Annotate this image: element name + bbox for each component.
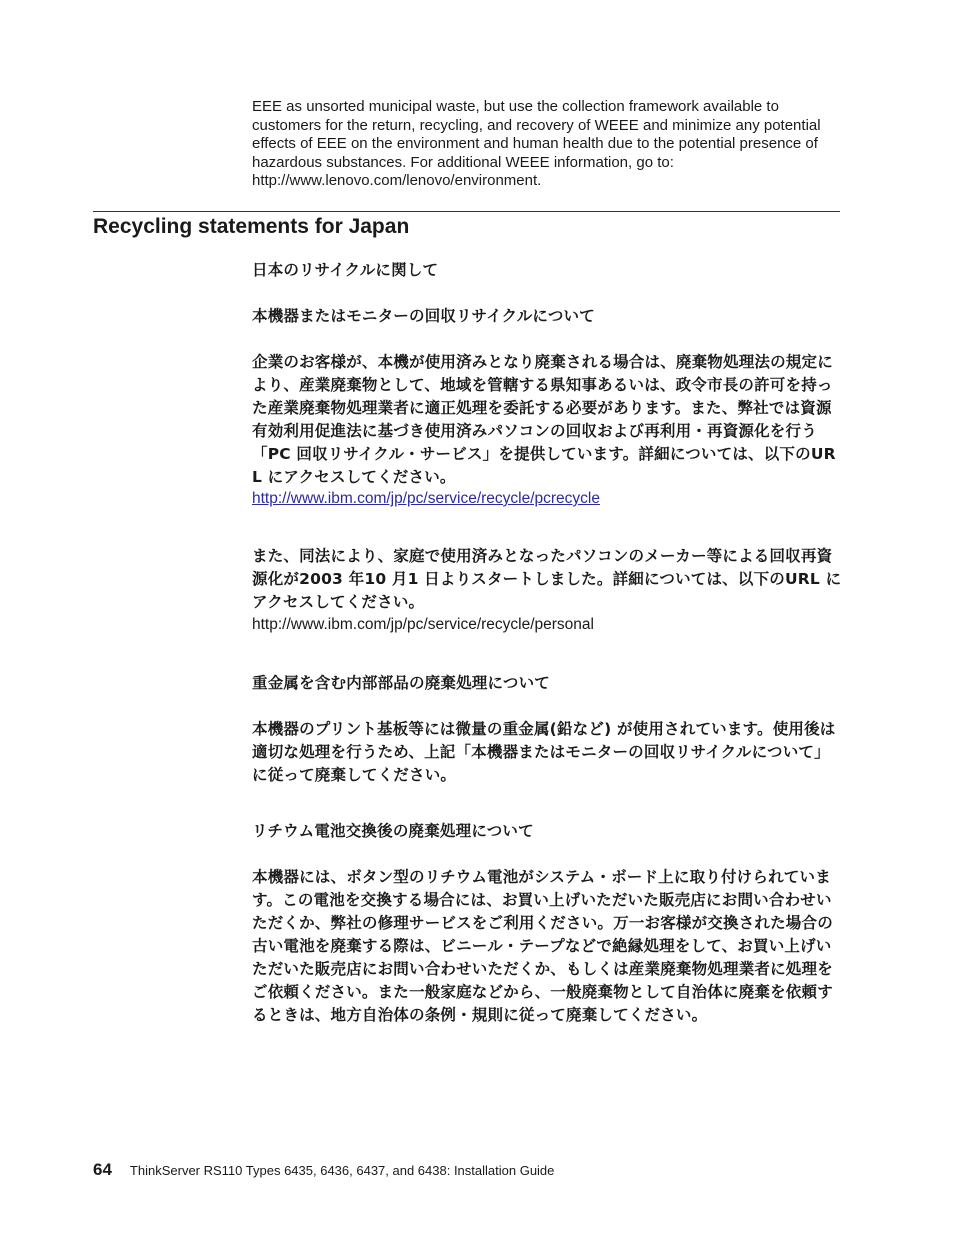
- document-title: ThinkServer RS110 Types 6435, 6436, 6437, and 6438: Installation Guide: [129, 1163, 555, 1178]
- lithium-battery-paragraph: 本機器には、ボタン型のリチウム電池がシステム・ボード上に取り付けられています。この電池を交換する場合には、お買い上げいただいた販売店にお問い合わせいただくか、弊社の修理サービスをご利用ください。万一お客様が交換された場合の古い電池を廃棄する際は、ビニール・テープなどで絶縁処理をして、お買い上げいただいた販売店にお問い合わせいただくか、もしくは産業廃棄物処理業者に処理をご依頼ください。また一般家庭などから、一般廃棄物として自治体に廃棄を依頼するときは、地方自治体の条例・規則に従って廃棄してください。: [252, 868, 833, 1024]
- weee-intro-paragraph: EEE as unsorted municipal waste, but use the collection framework available to customers for the return, recycling, and recovery of WEEE and minimize any potential effects of EEE on the environment and human health due to the potential presence of hazardous substances. For additional WEEE information, go to: http://www.lenovo.com/lenovo/environment.: [252, 98, 821, 190]
- section-title: Recycling statements for Japan: [93, 215, 410, 238]
- household-recycling-paragraph: また、同法により、家庭で使用済みとなったパソコンのメーカー等による回収再資源化が2003 年10 月1 日よりスタートしました。詳細については、以下のURL にアクセスしてください。: [252, 547, 842, 611]
- japan-recycling-heading: 日本のリサイクルに関して: [252, 261, 439, 279]
- lithium-battery-heading: リチウム電池交換後の廃棄処理について: [252, 822, 534, 840]
- company-customer-paragraph: 企業のお客様が、本機が使用済みとなり廃棄される場合は、廃棄物処理法の規定により、産業廃棄物として、地域を管轄する県知事あるいは、政令市長の許可を持った産業廃棄物処理業者に適正処理を委託する必要があります。また、弊社では資源有効利用促進法に基づき使用済みパソコンの回収および再利用・再資源化を行う「PC 回収リサイクル・サービス」を提供しています。詳細については、以下のURL にアクセスしてください。: [252, 353, 836, 486]
- page-number: 64: [93, 1160, 112, 1179]
- section-divider: [93, 211, 840, 212]
- page-footer: [93, 1160, 554, 1180]
- pcrecycle-link[interactable]: http://www.ibm.com/jp/pc/service/recycle/pcrecycle: [252, 490, 600, 507]
- personal-recycle-url: http://www.ibm.com/jp/pc/service/recycle/personal: [252, 616, 594, 633]
- heavy-metal-paragraph: 本機器のプリント基板等には微量の重金属(鉛など) が使用されています。使用後は適切な処理を行うため、上記「本機器またはモニターの回収リサイクルについて」に従って廃棄してください。: [252, 720, 836, 784]
- monitor-recycling-heading: 本機器またはモニターの回収リサイクルについて: [252, 307, 595, 325]
- heavy-metal-heading: 重金属を含む内部部品の廃棄処理について: [252, 674, 550, 692]
